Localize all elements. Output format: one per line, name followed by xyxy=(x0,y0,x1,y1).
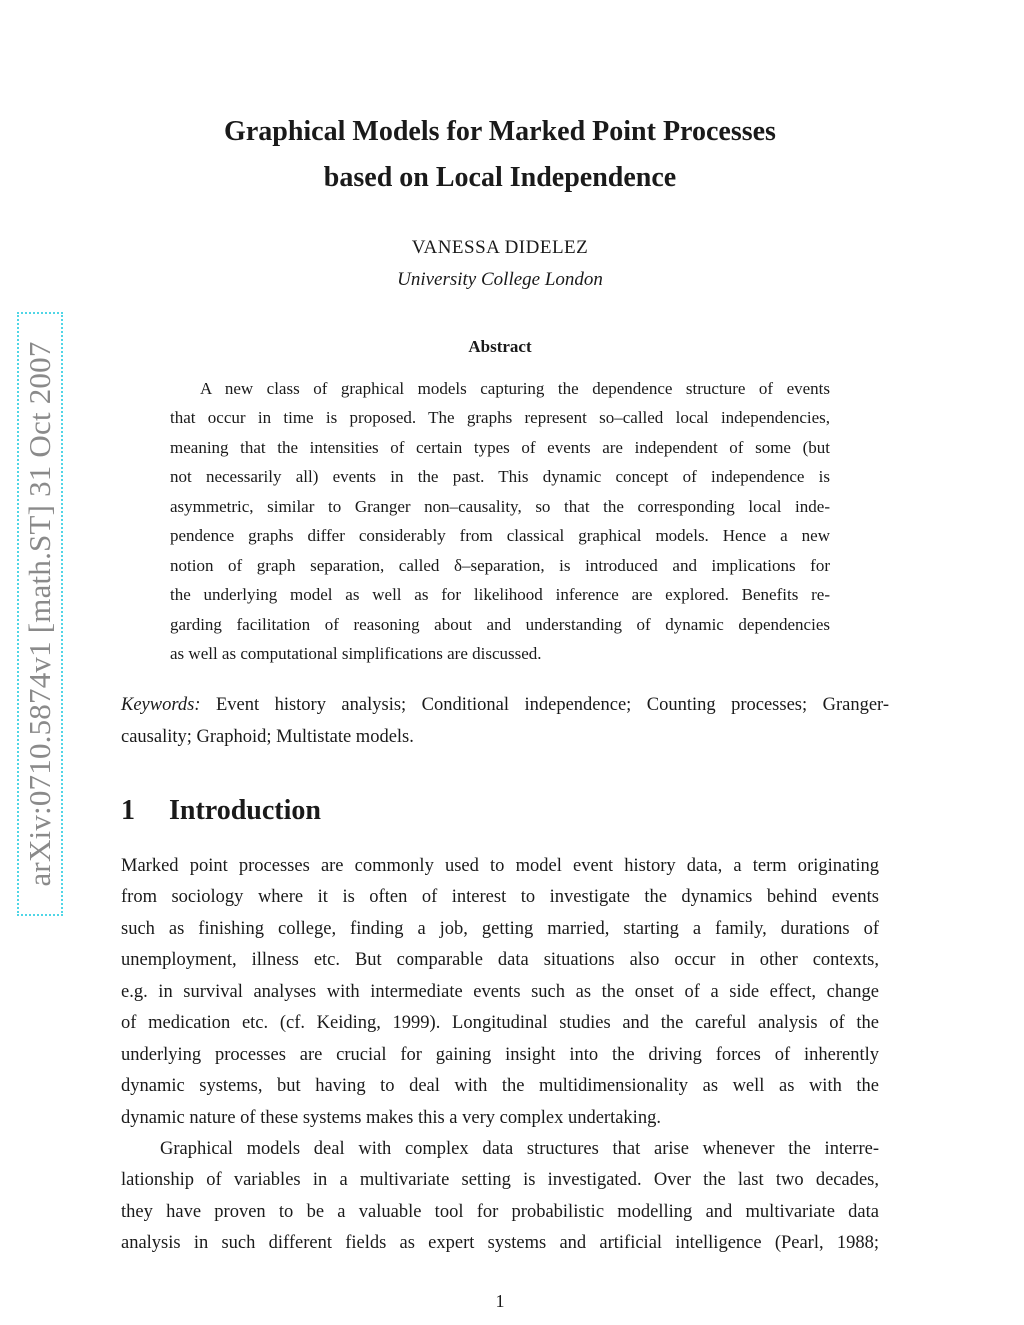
keywords-text-1: Event history analysis; Conditional independence; Counting processes; Granger- xyxy=(215,695,889,715)
abstract-line: meaning that the intensities of certain types of events are independent of some (but xyxy=(170,438,830,457)
abstract-line: notion of graph separation, called δ–separation, is introduced and implications for xyxy=(170,556,830,575)
abstract-line: garding facilitation of reasoning about and understanding of dynamic dependencies xyxy=(170,615,830,634)
body-line: dynamic nature of these systems makes this a very complex undertaking. xyxy=(121,1108,661,1128)
body-line: from sociology where it is often of interest to investigate the dynamics behind events xyxy=(121,887,879,907)
body-line: unemployment, illness etc. But comparable data situations also occur in other contexts, xyxy=(121,950,879,970)
section-title: Introduction xyxy=(169,795,321,826)
author-affiliation: University College London xyxy=(397,269,603,290)
body-line: Marked point processes are commonly used to model event history data, a term originating xyxy=(121,856,879,876)
body-line: of medication etc. (cf. Keiding, 1999). Longitudinal studies and the careful analysis of the xyxy=(121,1013,879,1033)
body-line: dynamic systems, but having to deal with the multidimensionality as well as with the xyxy=(121,1076,879,1096)
abstract-line: not necessarily all) events in the past. This dynamic concept of independence is xyxy=(170,467,830,486)
arxiv-stamp xyxy=(17,312,63,916)
keywords-line-1 xyxy=(121,693,889,717)
abstract-line: that occur in time is proposed. The graphs represent so–called local independencies, xyxy=(170,408,830,427)
body-line: such as finishing college, finding a job, getting married, starting a family, durations of xyxy=(121,919,879,939)
paper-title-line-1: Graphical Models for Marked Point Processes xyxy=(224,116,776,147)
abstract-line: the underlying model as well as for likelihood inference are explored. Benefits re- xyxy=(170,585,830,604)
body-line: analysis in such different fields as expert systems and artificial intelligence (Pearl, 1988; xyxy=(121,1233,879,1253)
keywords-line-2: causality; Graphoid; Multistate models. xyxy=(121,727,414,747)
abstract-heading: Abstract xyxy=(468,337,532,356)
body-line: Graphical models deal with complex data structures that arise whenever the interre- xyxy=(160,1139,879,1159)
body-line: lationship of variables in a multivariate setting is investigated. Over the last two decades, xyxy=(121,1170,879,1190)
keywords-label: Keywords: xyxy=(121,695,201,715)
author-name: VANESSA DIDELEZ xyxy=(411,237,589,258)
body-line: underlying processes are crucial for gaining insight into the driving forces of inherently xyxy=(121,1045,879,1065)
body-line: they have proven to be a valuable tool for probabilistic modelling and multivariate data xyxy=(121,1202,879,1222)
abstract-line: asymmetric, similar to Granger non–causality, so that the corresponding local inde- xyxy=(170,497,830,516)
body-line: e.g. in survival analyses with intermediate events such as the onset of a side effect, change xyxy=(121,982,879,1002)
abstract-line: A new class of graphical models capturing the dependence structure of events xyxy=(200,379,830,398)
abstract-line: as well as computational simplifications are discussed. xyxy=(170,644,542,663)
section-number: 1 xyxy=(121,795,135,826)
page-number: 1 xyxy=(495,1291,505,1311)
abstract-line: pendence graphs differ considerably from classical graphical models. Hence a new xyxy=(170,526,830,545)
arxiv-stamp-text: arXiv:0710.5874v1 [math.ST] 31 Oct 2007 xyxy=(22,341,57,887)
paper-title-line-2: based on Local Independence xyxy=(323,162,677,193)
section-heading xyxy=(121,792,321,830)
